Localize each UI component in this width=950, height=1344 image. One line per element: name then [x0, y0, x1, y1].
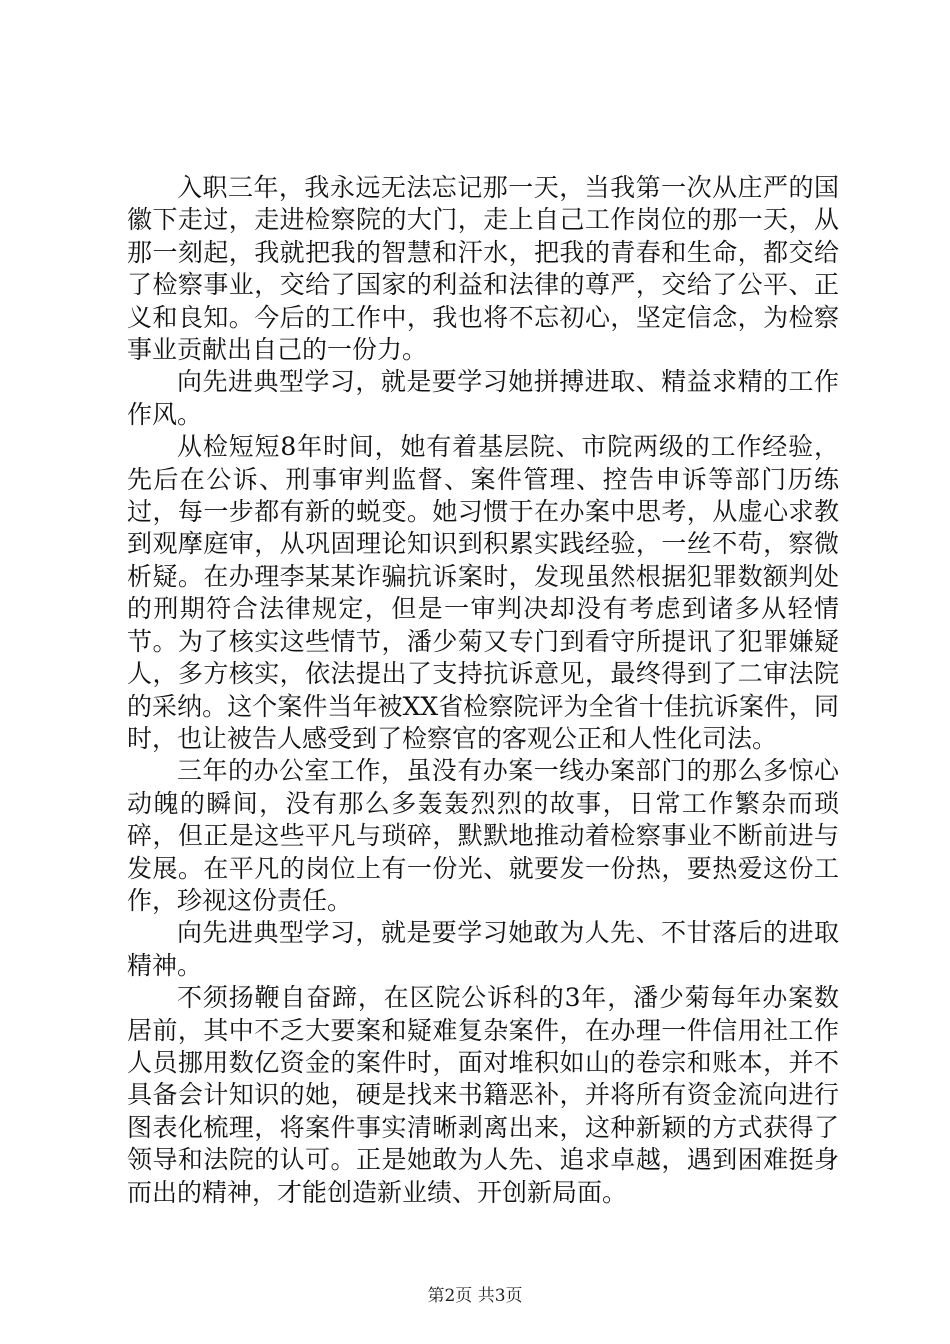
paragraph: 向先进典型学习，就是要学习她拼搏进取、精益求精的工作作风。 — [127, 367, 839, 429]
paragraph: 从检短短8年时间，她有着基层院、市院两级的工作经验，先后在公诉、刑事审判监督、案件管理、控告申诉等部门历练过，每一步都有新的蜕变。她习惯于在办案中思考，从虚心求教到观摩庭审，从巩固理论知识到积累实践经验，一丝不苟，察微析疑。在办理李某某诈骗抗诉案时，发现虽然根据犯罪数额判处的刑期符合法律规定，但是一审判决却没有考虑到诸多从轻情节。为了核实这些情节，潘少菊又专门到看守所提讯了犯罪嫌疑人，多方核实，依法提出了支持抗诉意见，最终得到了二审法院的采纳。这个案件当年被XX省检察院评为全省十佳抗诉案件，同时，也让被告人感受到了检察官的客观公正和人性化司法。 — [127, 432, 839, 753]
document-body — [127, 172, 839, 1209]
page-number-footer: 第2页 共3页 — [427, 1286, 523, 1306]
paragraph: 向先进典型学习，就是要学习她敢为人先、不甘落后的进取精神。 — [127, 918, 839, 980]
paragraph: 三年的办公室工作，虽没有办案一线办案部门的那么多惊心动魄的瞬间，没有那么多轰轰烈烈的故事，日常工作繁杂而琐碎，但正是这些平凡与琐碎，默默地推动着检察事业不断前进与发展。在平凡的岗位上有一份光、就要发一份热，要热爱这份工作，珍视这份责任。 — [127, 756, 839, 915]
paragraph: 入职三年，我永远无法忘记那一天，当我第一次从庄严的国徽下走过，走进检察院的大门，走上自己工作岗位的那一天，从那一刻起，我就把我的智慧和汗水，把我的青春和生命，都交给了检察事业，交给了国家的利益和法律的尊严，交给了公平、正义和良知。今后的工作中，我也将不忘初心，坚定信念，为检察事业贡献出自己的一份力。 — [127, 173, 839, 365]
paragraph: 不须扬鞭自奋蹄，在区院公诉科的3年，潘少菊每年办案数居前，其中不乏大要案和疑难复杂案件，在办理一件信用社工作人员挪用数亿资金的案件时，面对堆积如山的卷宗和账本，并不具备会计知识的她，硬是找来书籍恶补，并将所有资金流向进行图表化梳理，将案件事实清晰剥离出来，这种新颖的方式获得了领导和法院的认可。正是她敢为人先、追求卓越，遇到困难挺身而出的精神，才能创造新业绩、开创新局面。 — [127, 983, 839, 1207]
